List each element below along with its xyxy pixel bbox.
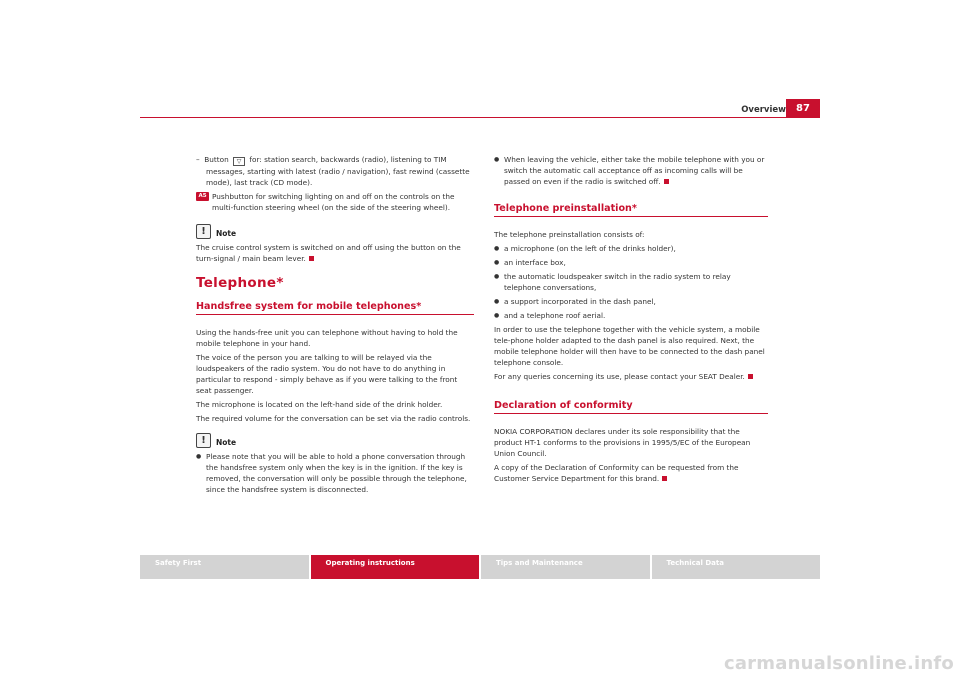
section-title-preinstallation: Telephone preinstallation* xyxy=(494,203,768,217)
a5-item xyxy=(196,191,474,213)
footer-nav xyxy=(140,555,820,579)
note-label: Note xyxy=(216,438,237,447)
dash-item-continuation: messages, starting with latest (radio / navigation), fast rewind (cassette mode), last track (CD mode). xyxy=(206,167,470,187)
footer-tab-safety-first[interactable]: Safety First xyxy=(140,555,309,579)
note-label: Note xyxy=(216,229,237,238)
bullet-item: ● When leaving the vehicle, either take the mobile telephone with you or switch the automatic call acceptance off as incoming calls will be passed on even if the radio is switched off. xyxy=(494,154,768,187)
watermark: carmanualsonline.info xyxy=(723,653,954,674)
bullet-item: ● an interface box, xyxy=(494,257,768,268)
paragraph: The microphone is located on the left-hand side of the drink holder. xyxy=(196,400,443,409)
note-heading xyxy=(196,432,474,448)
paragraph: The voice of the person you are talking to will be relayed via the loudspeakers of the radio system. You do not have to do anything in particular to respond - simply behave as if you were talking to the front seat passenger. xyxy=(196,353,458,395)
footer-tab-operating-instructions[interactable]: Operating instructions xyxy=(311,555,480,579)
end-of-section-icon xyxy=(664,179,669,184)
paragraph: In order to use the telephone together with the vehicle system, a mobile tele-phone holder adapted to the dash panel is also required. Next, the mobile telephone holder will then have to be connected to the dash panel telephone console. xyxy=(494,325,765,367)
paragraph: Using the hands-free unit you can telephone without having to hold the mobile telephone in your hand. xyxy=(196,328,458,348)
page-number: 87 xyxy=(786,99,820,118)
paragraph: NOKIA CORPORATION declares under its sole responsibility that the product HT-1 conforms to the provisions in 1995/5/EC of the European Union Council. xyxy=(494,427,751,458)
a5-badge: A5 xyxy=(196,192,209,201)
paragraph: A copy of the Declaration of Conformity can be requested from the Customer Service Department for this brand. xyxy=(494,463,739,483)
note-icon: ! xyxy=(196,224,211,239)
page-header-title: Overview xyxy=(741,105,786,115)
section-title-handsfree: Handsfree system for mobile telephones* xyxy=(196,301,474,315)
end-of-section-icon xyxy=(662,476,667,481)
end-of-section-icon xyxy=(748,374,753,379)
bullet-item: ● a support incorporated in the dash panel, xyxy=(494,296,768,307)
paragraph: The telephone preinstallation consists of: xyxy=(494,230,645,239)
left-column xyxy=(196,154,474,498)
bullet-item: ● a microphone (on the left of the drinks holder), xyxy=(494,243,768,254)
bullet-item: ● the automatic loudspeaker switch in the radio system to relay telephone conversations, xyxy=(494,271,768,293)
note-icon: ! xyxy=(196,433,211,448)
dash-list-item: – Button ▽ for: station search, backwards (radio), listening to TIM messages, starting with latest (radio / navigation), fast rewind (cassette mode), last track (CD mode). xyxy=(196,154,474,188)
dash-item-prefix: Button xyxy=(204,155,229,164)
bullet-item: ● and a telephone roof aerial. xyxy=(494,310,768,321)
note-bullet: ● Please note that you will be able to hold a phone conversation through the handsfree system only when the key is in the ignition. If the key is removed, the conversation will only be possible through the telephone, since the handsfree system is disconnected. xyxy=(196,451,474,495)
chapter-title: Telephone* xyxy=(196,275,284,291)
right-column xyxy=(494,154,768,487)
note-text: The cruise control system is switched on and off using the button on the turn-signal / main beam lever. xyxy=(196,243,461,263)
footer-tab-technical-data[interactable]: Technical Data xyxy=(652,555,821,579)
end-of-section-icon xyxy=(309,256,314,261)
paragraph: For any queries concerning its use, please contact your SEAT Dealer. xyxy=(494,371,768,382)
seek-down-key-icon: ▽ xyxy=(233,157,245,166)
header-rule xyxy=(140,117,820,118)
footer-tab-tips-maintenance[interactable]: Tips and Maintenance xyxy=(481,555,650,579)
section-title-conformity: Declaration of conformity xyxy=(494,400,768,414)
dash-item-text: for: station search, backwards (radio), listening to TIM xyxy=(249,155,447,164)
note-heading xyxy=(196,223,474,239)
a5-text: Pushbutton for switching lighting on and off on the controls on the multi-function steering wheel (on the side of the steering wheel). xyxy=(212,192,455,212)
paragraph: The required volume for the conversation can be set via the radio controls. xyxy=(196,414,471,423)
